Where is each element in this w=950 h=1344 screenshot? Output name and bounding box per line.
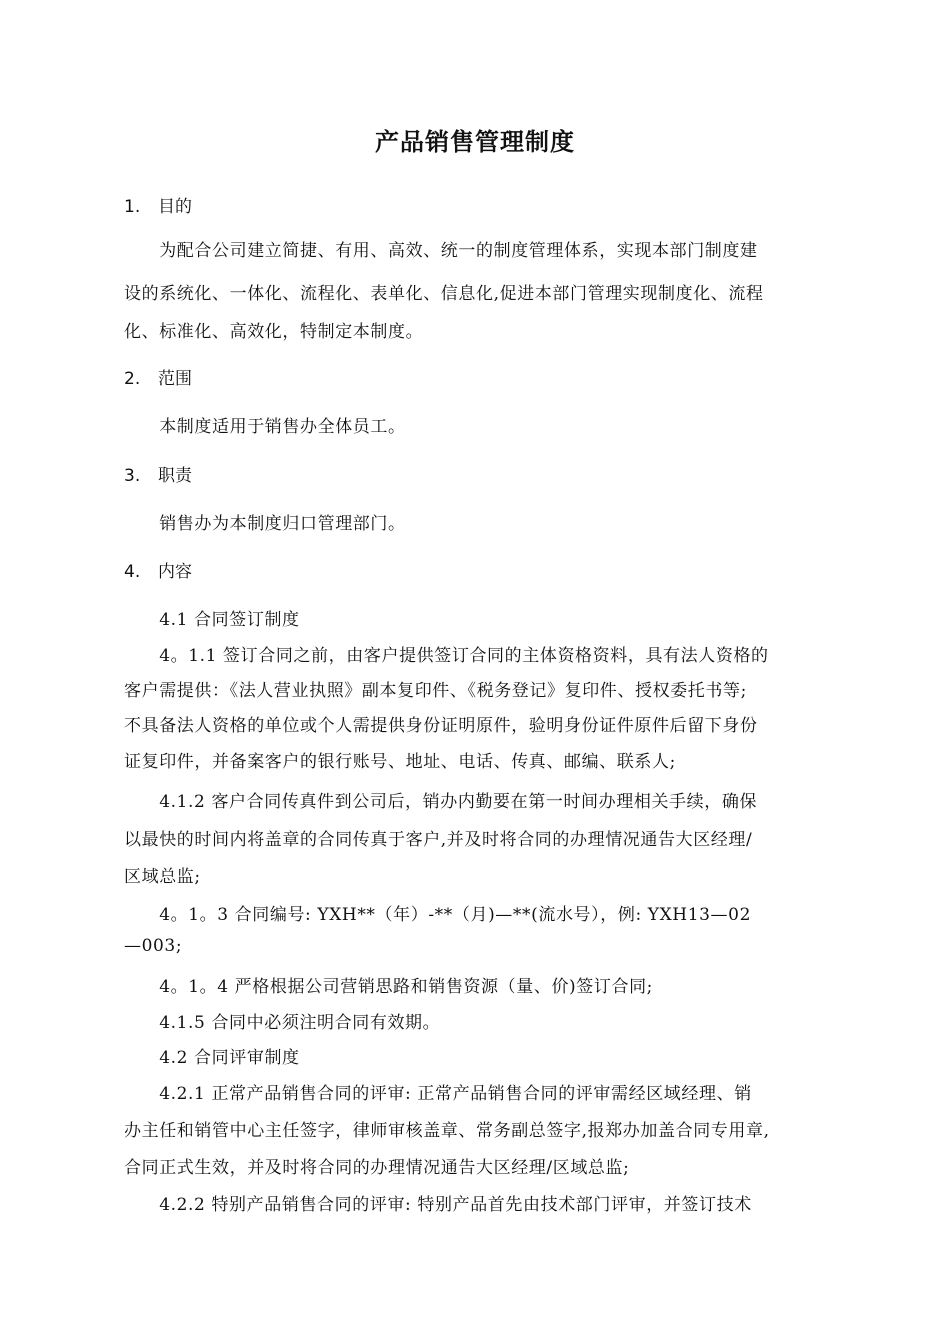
section-heading-content [124,557,192,582]
paragraph-line: 本制度适用于销售办全体员工。 [124,417,406,437]
paragraph-line: 4.2.1 正常产品销售合同的评审: 正常产品销售合同的评审需经区域经理、销 [124,1084,752,1104]
section-title: 目的 [158,197,192,217]
section-heading-purpose [124,192,192,217]
section-number: 2. [124,369,141,389]
document-title: 产品销售管理制度 [375,128,575,156]
subsection-heading: 4.1 合同签订制度 [124,610,300,630]
paragraph-line: 销售办为本制度归口管理部门。 [124,514,406,534]
paragraph-line: 区域总监; [124,867,201,887]
paragraph-line: 客户需提供：《法人营业执照》副本复印件、《税务登记》复印件、授权委托书等; [124,681,747,701]
paragraph-line: 合同正式生效，并及时将合同的办理情况通告大区经理/区域总监; [124,1158,630,1178]
paragraph-line: 化、标准化、高效化，特制定本制度。 [124,322,424,342]
paragraph-line: 设的系统化、一体化、流程化、表单化、信息化,促进本部门管理实现制度化、流程 [124,284,764,304]
paragraph-line: 为配合公司建立简捷、有用、高效、统一的制度管理体系，实现本部门制度建 [124,241,758,261]
section-number: 4. [124,562,141,582]
section-title: 内容 [158,562,192,582]
subsection-heading: 4.2 合同评审制度 [124,1048,300,1068]
section-heading-duties [124,461,192,486]
paragraph-line: 4。1.1 签订合同之前，由客户提供签订合同的主体资格资料，具有法人资格的 [124,646,769,666]
paragraph-line: 4.1.5 合同中必须注明合同有效期。 [124,1013,441,1033]
paragraph-line: 4。1。4 严格根据公司营销思路和销售资源（量、价)签订合同; [124,977,654,997]
paragraph-line: 办主任和销管中心主任签字，律师审核盖章、常务副总签字,报郑办加盖合同专用章, [124,1121,770,1141]
section-title: 职责 [158,466,192,486]
section-number: 1. [124,197,141,217]
paragraph-line: 不具备法人资格的单位或个人需提供身份证明原件，验明身份证件原件后留下身份 [124,716,758,736]
section-title: 范围 [158,369,192,389]
paragraph-line: 证复印件，并备案客户的银行账号、地址、电话、传真、邮编、联系人; [124,752,676,772]
paragraph-line: 4.1.2 客户合同传真件到公司后，销办内勤要在第一时间办理相关手续，确保 [124,792,758,812]
paragraph-line: —003; [124,936,183,956]
section-heading-scope [124,364,192,389]
paragraph-line: 以最快的时间内将盖章的合同传真于客户,并及时将合同的办理情况通告大区经理/ [124,830,753,850]
paragraph-line: 4.2.2 特别产品销售合同的评审: 特别产品首先由技术部门评审，并签订技术 [124,1195,752,1215]
paragraph-line: 4。1。3 合同编号: YXH**（年）-**（月)—**(流水号），例: YXH13—02 [124,905,751,925]
section-number: 3. [124,466,141,486]
